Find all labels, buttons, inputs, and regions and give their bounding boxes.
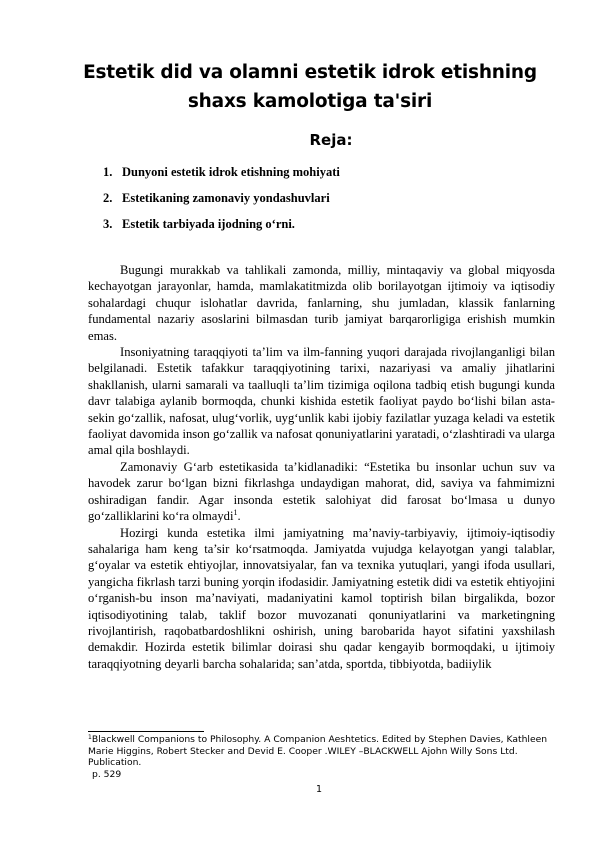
plan-item <box>103 163 340 189</box>
plan-item-text: Dunyoni estetik idrok etishning mohiyati <box>122 165 340 179</box>
paragraph-text: Insoniyatning taraqqiyoti ta’lim va ilm-fanning yuqori darajada rivojlanganligi bilan belgilanadi. Estetik tafakkur taraqqiyotining tarixi, nazariyasi va amaliy jihatlarini shakllanish, ularni samarali va taalluqli ta’lim tizimiga oqilona tadbiq etish bugungi kunda davr talabiga aylanib bormoqda, chunki kishida estetik faoliyat paydo bo‘lishi bilan asta-sekin go‘zallik, nafosat, ulug‘vorlik, uyg‘unlik kabi ijobiy fazilatlar yuzaga keladi va estetik faoliyat davomida inson go‘zallik va nafosat qonuniyatlarini yaratadi, o‘zlashtiradi va ularga amal qila boshlaydi. <box>88 345 555 458</box>
plan-item-text: Estetikaning zamonaviy yondashuvlari <box>122 191 330 205</box>
plan-item-number: 3. <box>103 217 113 231</box>
plan-heading: Reja: <box>309 131 353 149</box>
paragraph-text-end: . <box>237 509 241 524</box>
body-text <box>88 262 555 672</box>
body-paragraph <box>88 262 555 344</box>
plan-item-text: Estetik tarbiyada ijodning o‘rni. <box>122 217 295 231</box>
footnote <box>88 734 558 780</box>
plan-item-number: 1. <box>103 165 113 179</box>
footnote-marker: 1 <box>88 734 92 741</box>
plan-list <box>103 163 340 241</box>
paragraph-text: Zamonaviy G‘arb estetikasida ta’kidlanadiki: “Estetika bu insonlar uchun suv va havodek zarur bo‘lgan bizni fikrlashga undaydigan mahorat, did, saviya va fahmimizni oshiradigan fandir. Agar insonda estetik salohiyat did farosat bo‘lmasa u dunyo go‘zalliklarini ko‘ra olmaydi <box>88 459 555 524</box>
paragraph-text: Bugungi murakkab va tahlikali zamonda, milliy, mintaqaviy va global miqyosda kechayotgan jarayonlar, hamda, mamlakatitmizda olib borilayotgan ijtimoiy va iqtisodiy sohalardagi chuqur islohatlar davrida, fanlarning, shu jumladan, klassik fanlarning fundamental nazariy asoslarini bilmasdan turib jamiyat barqarorligiga erishish mumkin emas. <box>88 263 555 343</box>
footnote-reference[interactable]: 1 <box>233 507 238 517</box>
plan-item <box>103 215 340 241</box>
page-number: 1 <box>315 784 323 795</box>
body-paragraph <box>88 525 555 673</box>
plan-item-number: 2. <box>103 191 113 205</box>
plan-item <box>103 189 340 215</box>
footnote-page-ref: p. 529 <box>92 768 122 780</box>
footnote-separator <box>88 731 204 732</box>
footnote-text: Blackwell Companions to Philosophy. A Companion Aeshtetics. Edited by Stephen Davies, Kathleen Marie Higgins, Robert Stecker and Devid E. Cooper .WILEY –BLACKWELL Ajohn Willy Sons Ltd. Publication. <box>88 734 548 769</box>
body-paragraph <box>88 459 555 525</box>
body-paragraph <box>88 344 555 459</box>
paragraph-text: Hozirgi kunda estetika ilmi jamiyatning ma’naviy-tarbiyaviy, ijtimoiy-iqtisodiy sahalariga ham keng ta’sir ko‘rsatmoqda. Jamiyatda vujudga kelayotgan yangi talablar, g‘oyalar va estetik ehtiyojlar, innovatsiyalar, fan va texnika yutuqlari, yangi ifoda usullari, yangicha fikrlash tarzi buning yorqin ifodasidir. Jamiyatning estetik didi va estetik ehtiyojini o‘rganish-bu inson ma’naviyati, madaniyatini kamol toptirish bilan birgalikda, bozor iqtisodiyotining talab, taklif bozor muvozanati qonuniyatlarini va marketingning rivojlantirish, raqobatbardoshlikni oshirish, uning barobarida hayot sifatini yaxshilash demakdir. Hozirda estetik bilimlar doirasi shu qadar kengayib bormoqdaki, u ijtimoiy taraqqiyotning deyarli barcha sohalarida; san’atda, sportda, tibbiyotda, badiiylik <box>88 525 555 671</box>
document-title: Estetik did va olamni estetik idrok etishning shaxs kamolotiga ta'siri <box>83 62 537 112</box>
